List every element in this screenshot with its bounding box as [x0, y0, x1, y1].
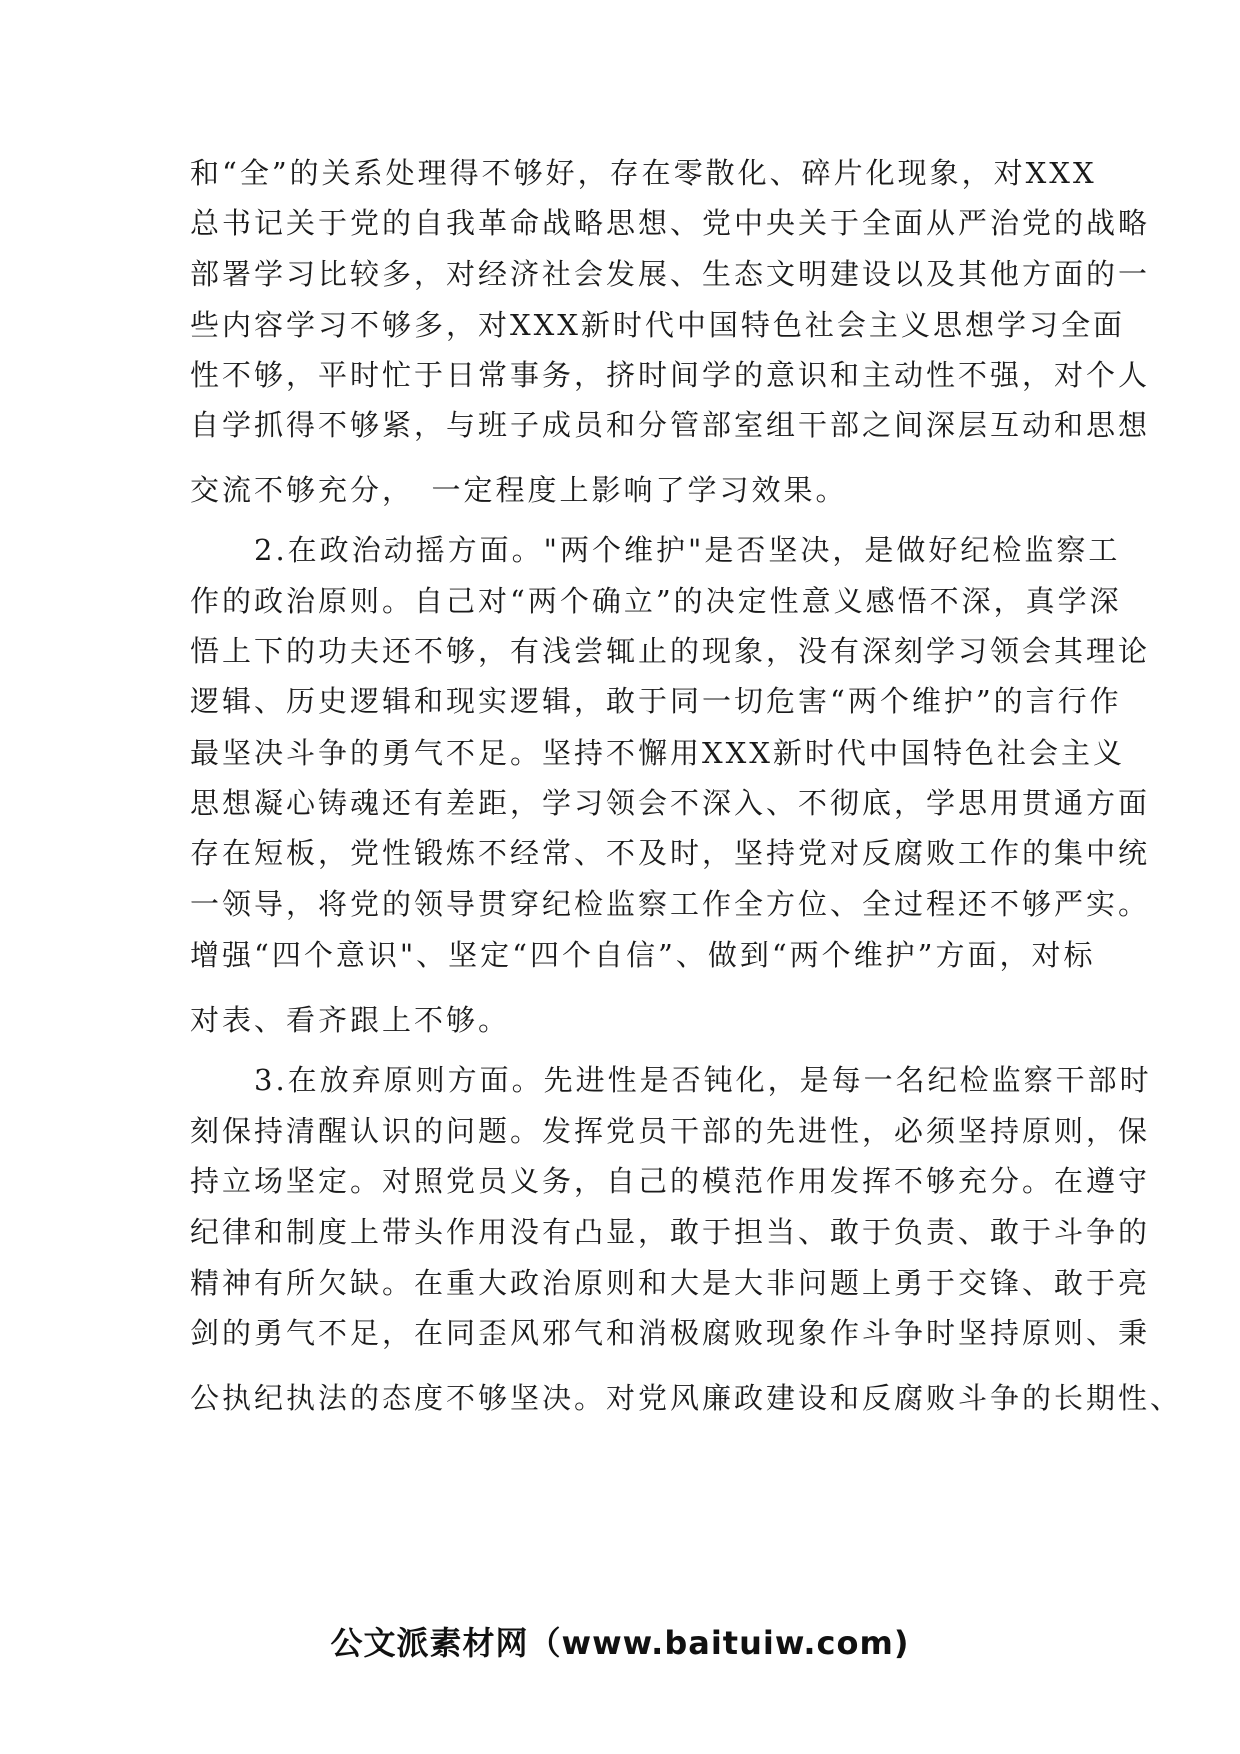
body-line: 对表、看齐跟上不够。: [190, 1003, 511, 1037]
body-line: 2.在政治动摇方面。"两个维护"是否坚决，是做好纪检监察工: [190, 533, 1121, 567]
body-line: 交流不够充分， 一定程度上影响了学习效果。: [190, 473, 848, 507]
body-line: 思想凝心铸魂还有差距，学习领会不深入、不彻底，学思用贯通方面: [190, 786, 1151, 820]
body-line: 精神有所欠缺。在重大政治原则和大是大非问题上勇于交锋、敢于亮: [190, 1266, 1151, 1300]
body-line: 部署学习比较多，对经济社会发展、生态文明建设以及其他方面的一: [190, 257, 1151, 291]
body-line: 自学抓得不够紧，与班子成员和分管部室组干部之间深层互动和思想: [190, 408, 1151, 442]
body-line: 悟上下的功夫还不够，有浅尝辄止的现象，没有深刻学习领会其理论: [190, 634, 1151, 668]
body-line: 些内容学习不够多，对XXX新时代中国特色社会主义思想学习全面: [190, 308, 1125, 342]
body-line: 纪律和制度上带头作用没有凸显，敢于担当、敢于负责、敢于斗争的: [190, 1215, 1151, 1249]
body-line: 剑的勇气不足，在同歪风邪气和消极腐败现象作斗争时坚持原则、秉: [190, 1316, 1151, 1350]
page-footer: 公文派素材网（www.baituiw.com): [330, 1624, 910, 1662]
body-line: 总书记关于党的自我革命战略思想、党中央关于全面从严治党的战略: [190, 206, 1151, 240]
body-line: 一领导，将党的领导贯穿纪检监察工作全方位、全过程还不够严实。: [190, 887, 1151, 921]
body-line: 性不够，平时忙于日常事务，挤时间学的意识和主动性不强，对个人: [190, 358, 1151, 392]
body-line: 持立场坚定。对照党员义务，自己的模范作用发挥不够充分。在遵守: [190, 1164, 1151, 1198]
body-line: 作的政治原则。自己对“两个确立”的决定性意义感悟不深，真学深: [190, 584, 1122, 618]
body-line: 逻辑、历史逻辑和现实逻辑，敢于同一切危害“两个维护”的言行作: [190, 684, 1122, 718]
body-line: 最坚决斗争的勇气不足。坚持不懈用XXX新时代中国特色社会主义: [190, 736, 1125, 770]
body-line: 增强“四个意识"、坚定“四个自信”、做到“两个维护”方面，对标: [190, 938, 1096, 972]
body-line: 公执纪执法的态度不够坚决。对党风廉政建设和反腐败斗争的长期性、: [190, 1381, 1183, 1415]
body-line: 3.在放弃原则方面。先进性是否钝化，是每一名纪检监察干部时: [190, 1063, 1152, 1097]
body-line: 刻保持清醒认识的问题。发挥党员干部的先进性，必须坚持原则，保: [190, 1114, 1151, 1148]
body-line: 存在短板，党性锻炼不经常、不及时，坚持党对反腐败工作的集中统: [190, 836, 1151, 870]
body-line: 和“全”的关系处理得不够好，存在零散化、碎片化现象，对XXX: [190, 156, 1097, 190]
